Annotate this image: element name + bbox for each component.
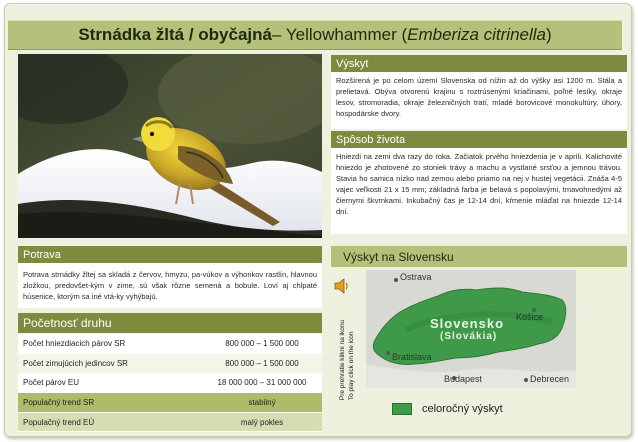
table-cell-value: malý pokles: [202, 412, 322, 432]
map-city-kosice: Košice: [516, 312, 544, 322]
table-cell-label: Počet zimujúcich jedincov SR: [18, 354, 202, 374]
table-row: [18, 373, 322, 393]
map-city-bratislava: Bratislava: [392, 352, 432, 362]
map-city-budapest: Budapest: [444, 374, 483, 384]
section-header-vyskyt: Výskyt: [331, 55, 627, 72]
table-cell-value: 18 000 000 – 31 000 000: [202, 373, 322, 393]
play-hint-en: To play click on the icon: [348, 331, 355, 401]
speaker-icon[interactable]: [332, 276, 350, 296]
title-close: ): [546, 25, 552, 44]
play-hint-sk: Pre prehratie klikni na ikonu: [339, 319, 346, 401]
page-title: [8, 20, 622, 50]
bird-photo: [18, 54, 322, 238]
section-header-slovensko: Výskyt na Slovensku: [331, 246, 627, 267]
population-table: [18, 334, 322, 432]
table-row: [18, 354, 322, 374]
play-hint: [332, 305, 362, 415]
table-cell-value: 800 000 – 1 500 000: [202, 334, 322, 354]
table-cell-label: Populačný trend SR: [18, 393, 202, 413]
table-row: [18, 334, 322, 354]
map-city-debrecen: Debrecen: [530, 374, 570, 384]
map-country-name: Slovensko: [430, 316, 505, 331]
map-city-ostrava: Ostrava: [400, 272, 432, 282]
map-country-local: (Slovákia): [440, 331, 498, 342]
legend-label: celoročný výskyt: [422, 403, 503, 415]
table-row: [18, 412, 322, 432]
table-cell-label: Populačný trend EÚ: [18, 412, 202, 432]
section-text-zivot: Hniezdi na zemi dva razy do roka. Začiatok prvého hniezdenia je v apríli. Kalichovité hniezdo je zhotovené zo stoniek trávy a machu a vystlané srsťou a jemnou trávou. Stavia ho samica nízko nad zemou alebo priamo na nej v hustej vegetácii. Znáša 4-5 vajec veľkosti 21 x 15 mm; základná farba je belavá s popolavými, tmavohnedými až čiernymi škvrnkami. Inkubačný čas je 12-14 dní, kŕmenie mláďat na hniezde 12-14 dní.: [331, 148, 627, 234]
title-common-name: Strnádka žltá / obyčajná: [78, 25, 272, 44]
table-row: [18, 393, 322, 413]
title-english: – Yellowhammer (: [272, 25, 408, 44]
distribution-map: [366, 270, 576, 388]
map-legend: [392, 403, 503, 415]
title-latin: Emberiza citrinella: [407, 25, 547, 44]
section-text-potrava: Potrava strnádky žltej sa skladá z červov, hmyzu, pa-vúkov a výhonkov rastlín, hlavnou zložkou, predovšet-kým v zime, sú však rôzne semená a bobule. Loví aj chlpaté húsenice, ktorým sa iné vtá-ky vyhýbajú.: [18, 263, 322, 308]
section-header-potrava: Potrava: [18, 246, 322, 263]
table-cell-label: Počet párov EU: [18, 373, 202, 393]
section-text-vyskyt: Rozšírená je po celom území Slovenska od nížin až do výšky asi 1200 m. Stála a prelietavá. Obýva otvorenú krajinu s roztrúsenými kriačinami, poľné lesíky, okraje lesov, stromoradia, okraje železničných tratí, mladé borovicové monokultúry, úhory, hospodárske dvory.: [331, 72, 627, 129]
table-cell-label: Počet hniezdiacich párov SR: [18, 334, 202, 354]
table-cell-value: stabilný: [202, 393, 322, 413]
legend-swatch: [392, 403, 412, 415]
section-header-pocetnost: Početnosť druhu: [18, 313, 322, 333]
section-header-zivot: Spôsob života: [331, 131, 627, 148]
table-cell-value: 800 000 – 1 500 000: [202, 354, 322, 374]
